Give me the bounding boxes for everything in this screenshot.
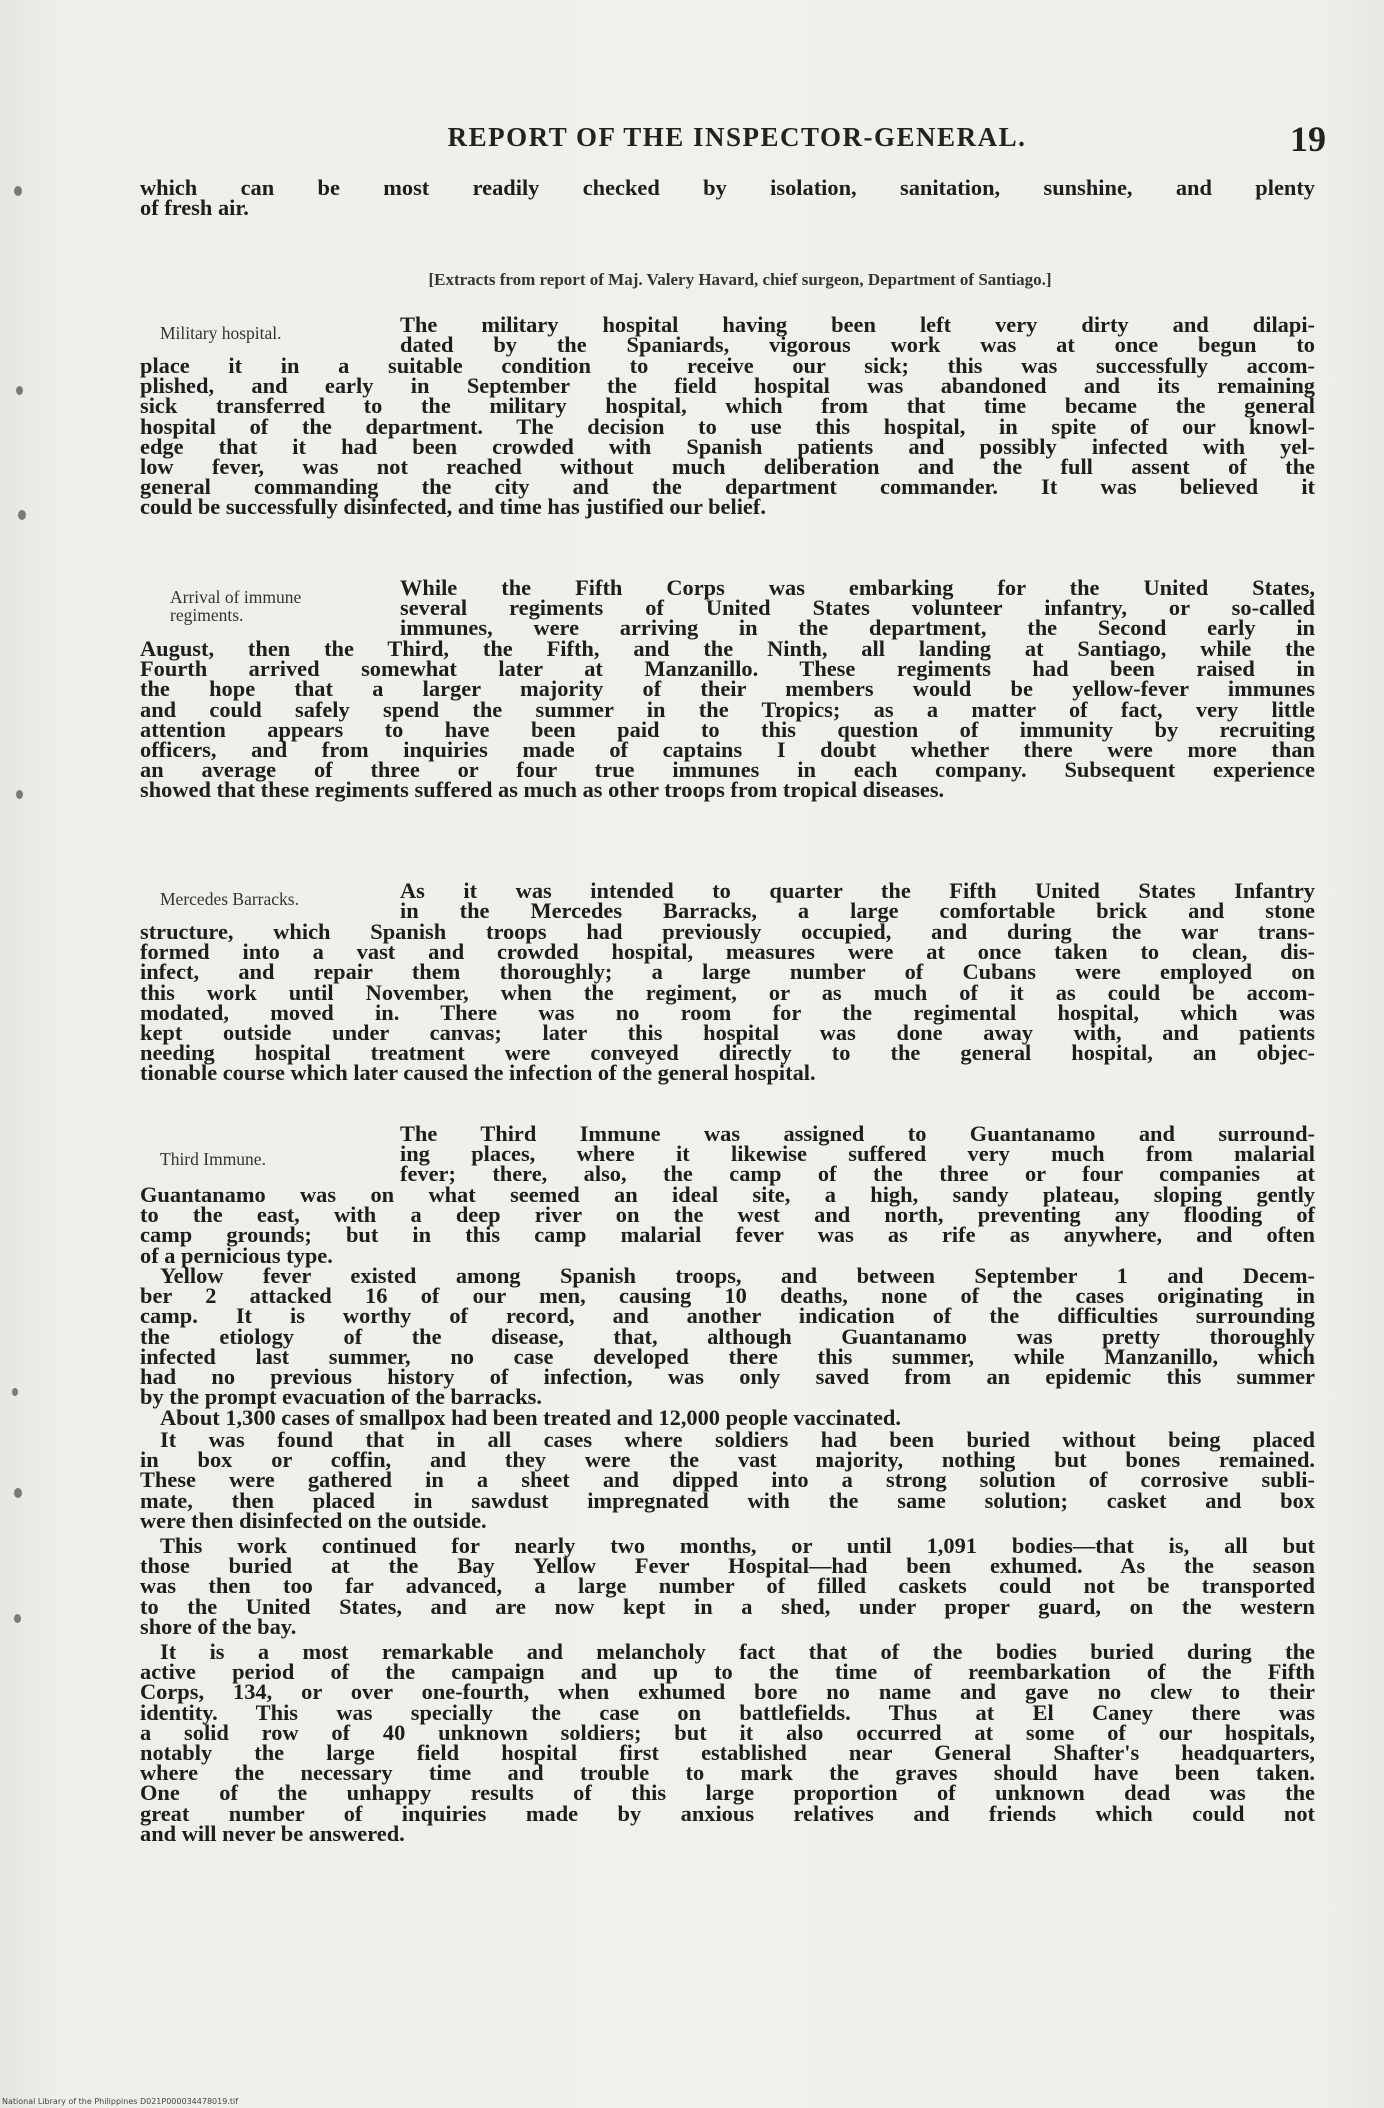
scan-speck xyxy=(16,790,23,799)
text-line: several regiments of United States volunteer infantry, or so-called xyxy=(400,595,1315,621)
text-line: was then too far advanced, a large number of filled caskets could not be transported xyxy=(140,1573,1315,1599)
text-line: Guantanamo was on what seemed an ideal site, a high, sandy plateau, sloping gently xyxy=(140,1182,1315,1207)
text-line: dated by the Spaniards, vigorous work was at once begun to xyxy=(400,332,1315,358)
running-title: REPORT OF THE INSPECTOR-GENERAL. xyxy=(447,122,1027,152)
text-line: had no previous history of infection, was only saved from an epidemic this summer xyxy=(140,1364,1315,1390)
text-line: of fresh air. xyxy=(140,195,249,221)
text-line: infected last summer, no case developed there this summer, while Manzanillo, which xyxy=(140,1343,1315,1369)
text-line: Yellow fever existed among Spanish troops, and between September 1 and Decem- xyxy=(160,1263,1315,1288)
side-note-military-hospital: Military hospital. xyxy=(160,323,282,343)
paragraph-smallpox xyxy=(140,1405,1315,1430)
extract-caption: [Extracts from report of Maj. Valery Havard, chief surgeon, Department of Santiago.] xyxy=(428,270,1052,289)
text-line: Fourth arrived somewhat later at Manzanillo. These regiments had been raised in xyxy=(140,656,1315,682)
text-line: One of the unhappy results of this large proportion of unknown dead was the xyxy=(140,1780,1315,1806)
text-line: a solid row of 40 unknown soldiers; but it also occurred at some of our hospitals, xyxy=(140,1719,1315,1745)
text-line: hospital of the department. The decision to use this hospital, in spite of our knowl- xyxy=(140,413,1315,439)
text-line: structure, which Spanish troops had previously occupied, and during the war trans- xyxy=(140,919,1315,944)
paragraph-unknown-dead xyxy=(140,1639,1315,1846)
text-line: active period of the campaign and up to the time of reembarkation of the Fifth xyxy=(140,1659,1315,1685)
text-line: The Third Immune was assigned to Guantanamo and surround- xyxy=(400,1121,1315,1146)
text-line: and could safely spend the summer in the Tropics; as a matter of fact, very little xyxy=(140,696,1315,722)
paragraph-third-immune xyxy=(140,1182,1315,1268)
paragraph-mercedes xyxy=(140,919,1315,1086)
scan-footer: National Library of the Philippines D021P000034478019.tif xyxy=(2,2097,239,2106)
text-line: ber 2 attacked 16 of our men, causing 10 deaths, none of the cases originating in xyxy=(140,1283,1315,1309)
paragraph-military-hospital-head xyxy=(400,312,1315,358)
page-number: 19 xyxy=(1290,119,1326,159)
text-line: infect, and repair them thoroughly; a large number of Cubans were employed on xyxy=(140,959,1315,985)
text-line: this work until November, when the regiment, or as much of it as could be accom- xyxy=(140,979,1315,1005)
text-line: formed into a vast and crowded hospital, measures were at once taken to clean, dis- xyxy=(140,939,1315,965)
text-line: The military hospital having been left very dirty and dilapi- xyxy=(400,312,1315,337)
text-line: ing places, where it likewise suffered very much from malarial xyxy=(400,1141,1315,1167)
text-line: It is a most remarkable and melancholy fact that of the bodies buried during the xyxy=(160,1639,1315,1664)
text-line: edge that it had been crowded with Spanish patients and possibly infected with yel- xyxy=(140,433,1315,459)
text-line: modated, moved in. There was no room for the regimental hospital, which was xyxy=(140,999,1315,1025)
paragraph-mercedes-head xyxy=(400,878,1315,924)
paragraph-arrival-head xyxy=(400,575,1315,641)
text-line: to the United States, and are now kept in a shed, under proper guard, on the western xyxy=(140,1593,1315,1619)
text-line: mate, then placed in sawdust impregnated with the same solution; casket and box xyxy=(140,1487,1315,1513)
text-line: sick transferred to the military hospital, which from that time became the general xyxy=(140,393,1315,419)
paragraph-military-hospital xyxy=(140,353,1315,520)
text-line: It was found that in all cases where soldiers had been buried without being placed xyxy=(160,1427,1315,1452)
paragraph-arrival xyxy=(140,636,1315,803)
text-line: of a pernicious type. xyxy=(140,1242,333,1268)
text-line: where the necessary time and trouble to mark the graves should have been taken. xyxy=(140,1760,1315,1786)
intro-paragraph xyxy=(140,175,1315,221)
text-line: shore of the bay. xyxy=(140,1613,297,1639)
scan-speck xyxy=(16,386,23,395)
text-line: tionable course which later caused the infection of the general hospital. xyxy=(140,1060,816,1086)
text-line: While the Fifth Corps was embarking for the United States, xyxy=(400,575,1315,600)
text-line: plished, and early in September the field hospital was abandoned and its remaining xyxy=(140,373,1315,399)
text-line: in the Mercedes Barracks, a large comfortable brick and stone xyxy=(400,898,1315,924)
text-line: These were gathered in a sheet and dipped into a strong solution of corrosive subli- xyxy=(140,1467,1315,1493)
scan-speck xyxy=(12,1388,18,1396)
text-line: great number of inquiries made by anxious relatives and friends which could not xyxy=(140,1800,1315,1826)
text-line: camp grounds; but in this camp malarial fever was as rife as anywhere, and often xyxy=(140,1222,1315,1248)
text-line: attention appears to have been paid to this question of immunity by recruiting xyxy=(140,716,1315,742)
scan-speck xyxy=(14,186,22,196)
paragraph-yellow-fever xyxy=(140,1263,1315,1410)
paragraph-coffin xyxy=(140,1427,1315,1533)
text-line: showed that these regiments suffered as much as other troops from tropical diseases. xyxy=(140,777,945,803)
text-line: those buried at the Bay Yellow Fever Hospital—had been exhumed. As the season xyxy=(140,1553,1315,1579)
text-line: place it in a suitable condition to receive our sick; this was successfully accom- xyxy=(140,353,1315,378)
text-line: About 1,300 cases of smallpox had been treated and 12,000 people vaccinated. xyxy=(160,1405,901,1430)
text-line: and will never be answered. xyxy=(140,1820,405,1846)
text-line: in box or coffin, and they were the vast majority, nothing but bones remained. xyxy=(140,1447,1315,1473)
text-line: As it was intended to quarter the Fifth United States Infantry xyxy=(400,878,1315,903)
page-header xyxy=(140,118,1334,158)
text-line: August, then the Third, the Fifth, and the Ninth, all landing at Santiago, while the xyxy=(140,636,1315,661)
text-line: immunes, were arriving in the department, the Second early in xyxy=(400,615,1315,641)
side-note-line: Arrival of immune xyxy=(170,587,302,607)
text-line: fever; there, also, the camp of the three or four companies at xyxy=(400,1161,1315,1187)
text-line: This work continued for nearly two months, or until 1,091 bodies—that is, all but xyxy=(160,1533,1315,1558)
scan-speck xyxy=(14,1614,21,1623)
text-line: the hope that a larger majority of their members would be yellow-fever immunes xyxy=(140,676,1315,702)
text-line: camp. It is worthy of record, and another indication of the difficulties surrounding xyxy=(140,1303,1315,1329)
text-line: were then disinfected on the outside. xyxy=(140,1507,487,1533)
text-line: low fever, was not reached without much deliberation and the full assent of the xyxy=(140,454,1315,480)
text-line: Corps, 134, or over one-fourth, when exhumed bore no name and gave no clew to their xyxy=(140,1679,1315,1705)
text-line: could be successfully disinfected, and time has justified our belief. xyxy=(140,494,766,520)
text-line: which can be most readily checked by isolation, sanitation, sunshine, and plenty xyxy=(140,175,1315,200)
text-line: by the prompt evacuation of the barracks. xyxy=(140,1384,542,1410)
text-line: officers, and from inquiries made of captains I doubt whether there were more than xyxy=(140,737,1315,763)
paragraph-exhumation xyxy=(140,1533,1315,1639)
text-line: identity. This was specially the case on battlefields. Thus at El Caney there was xyxy=(140,1699,1315,1725)
side-note-third-immune: Third Immune. xyxy=(160,1149,266,1169)
text-line: to the east, with a deep river on the west and north, preventing any flooding of xyxy=(140,1202,1315,1228)
text-line: needing hospital treatment were conveyed directly to the general hospital, an objec- xyxy=(140,1040,1315,1066)
text-line: an average of three or four true immunes in each company. Subsequent experience xyxy=(140,757,1315,783)
scan-speck xyxy=(18,510,26,520)
text-line: kept outside under canvas; later this hospital was done away with, and patients xyxy=(140,1020,1315,1046)
paragraph-third-immune-head xyxy=(400,1121,1315,1187)
text-line: general commanding the city and the department commander. It was believed it xyxy=(140,474,1315,500)
scan-speck xyxy=(14,1488,22,1498)
side-note-mercedes: Mercedes Barracks. xyxy=(160,889,299,909)
side-note-line: regiments. xyxy=(170,605,244,625)
text-line: notably the large field hospital first established near General Shafter's headquarters, xyxy=(140,1740,1315,1766)
text-line: the etiology of the disease, that, although Guantanamo was pretty thoroughly xyxy=(140,1323,1315,1349)
